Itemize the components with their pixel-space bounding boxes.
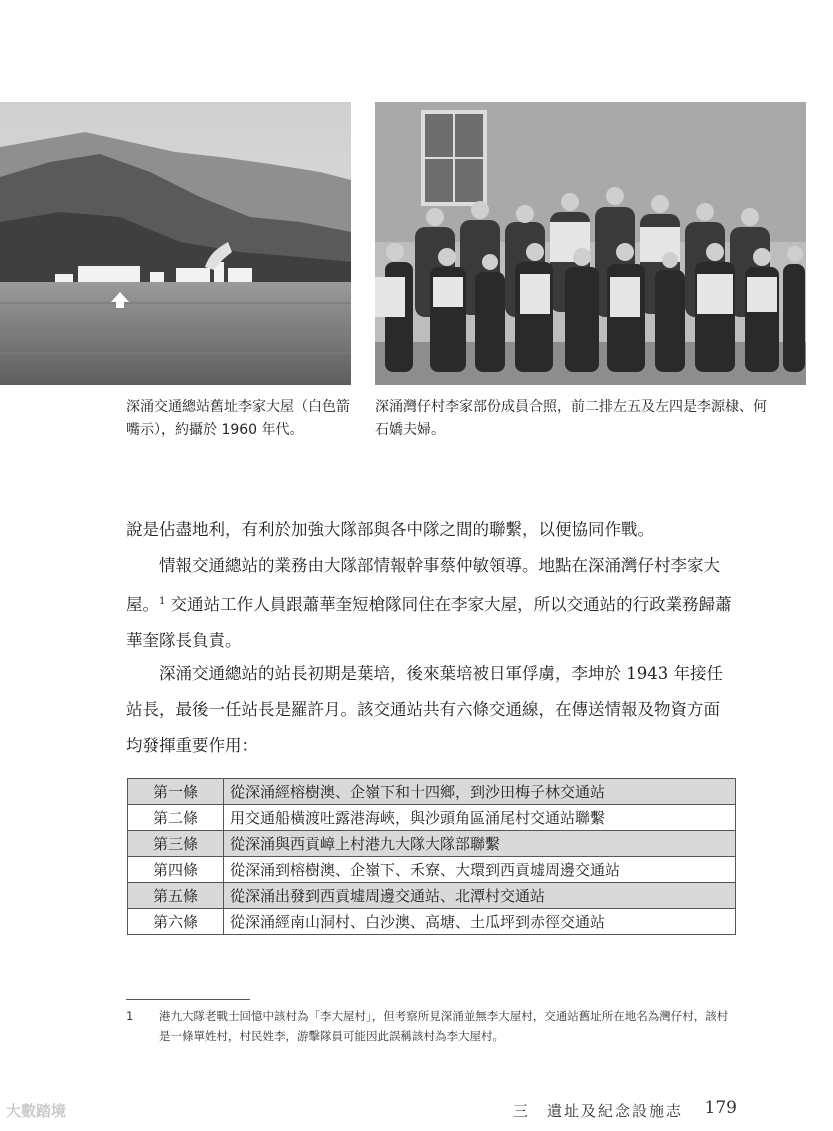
route-name: 第二條 — [128, 805, 224, 831]
footnote-divider — [126, 999, 250, 1000]
right-photo-caption: 深涌灣仔村李家部份成員合照，前二排左五及左四是李源棣、何石嬌夫婦。 — [375, 399, 767, 438]
table-row — [128, 779, 736, 805]
family-group-photo — [375, 102, 806, 385]
route-name: 第三條 — [128, 831, 224, 857]
paragraph-3: 深涌交通總站的站長初期是葉培，後來葉培被日軍俘虜，李坤於 1943 年接任站長，最後一任站長是羅許月。該交通站共有六條交通線，在傳送情報及物資方面均發揮重要作用： — [126, 664, 723, 755]
running-head: 三 遺址及紀念設施志 — [512, 1102, 683, 1120]
route-desc: 從深涌經榕樹澳、企嶺下和十四鄉，到沙田梅子林交通站 — [224, 779, 736, 805]
footnote-number: 1 — [126, 1009, 134, 1023]
route-desc: 從深涌與西貢嶂上村港九大隊大隊部聯繫 — [224, 831, 736, 857]
table-row — [128, 883, 736, 909]
paragraph-2-part-b: 交通站工作人員跟蕭華奎短槍隊同住在李家大屋，所以交通站的行政業務歸蕭華奎隊長負責。 — [126, 595, 732, 650]
route-table — [127, 778, 736, 935]
route-desc: 從深涌經南山洞村、白沙澳、高塘、土瓜坪到赤徑交通站 — [224, 909, 736, 935]
route-desc: 從深涌到榕樹澳、企嶺下、禾寮、大環到西貢墟周邊交通站 — [224, 857, 736, 883]
table-row — [128, 909, 736, 935]
watermark: 大數踏境 — [6, 1102, 67, 1120]
route-name: 第五條 — [128, 883, 224, 909]
table-row — [128, 831, 736, 857]
paragraph-1: 說是佔盡地利，有利於加強大隊部與各中隊之間的聯繫，以便協同作戰。 — [126, 520, 654, 539]
paragraph-2 — [126, 548, 736, 659]
footnote-text: 港九大隊老戰士回憶中該村為「李大屋村」，但考察所見深涌並無李大屋村，交通站舊址所在地名為灣仔村，該村是一條單姓村，村民姓李，游擊隊員可能因此誤稱該村為李大屋村。 — [159, 1009, 729, 1043]
table-row — [128, 805, 736, 831]
paragraph-2-part-a: 情報交通總站的業務由大隊部情報幹事蔡仲敏領導。地點在深涌灣仔村李家大屋。 — [126, 556, 720, 614]
route-desc: 從深涌出發到西貢墟周邊交通站、北潭村交通站 — [224, 883, 736, 909]
route-desc: 用交通船橫渡吐露港海峽，與沙頭角區涌尾村交通站聯繫 — [224, 805, 736, 831]
route-name: 第一條 — [128, 779, 224, 805]
table-row — [128, 857, 736, 883]
route-name: 第六條 — [128, 909, 224, 935]
route-name: 第四條 — [128, 857, 224, 883]
footnote-ref: 1 — [159, 596, 166, 607]
left-photo-caption: 深涌交通總站舊址李家大屋（白色箭嘴示），約攝於 1960 年代。 — [126, 399, 350, 438]
village-landscape-photo — [0, 102, 351, 385]
page-number: 179 — [704, 1098, 737, 1118]
footnote — [126, 1006, 738, 1046]
